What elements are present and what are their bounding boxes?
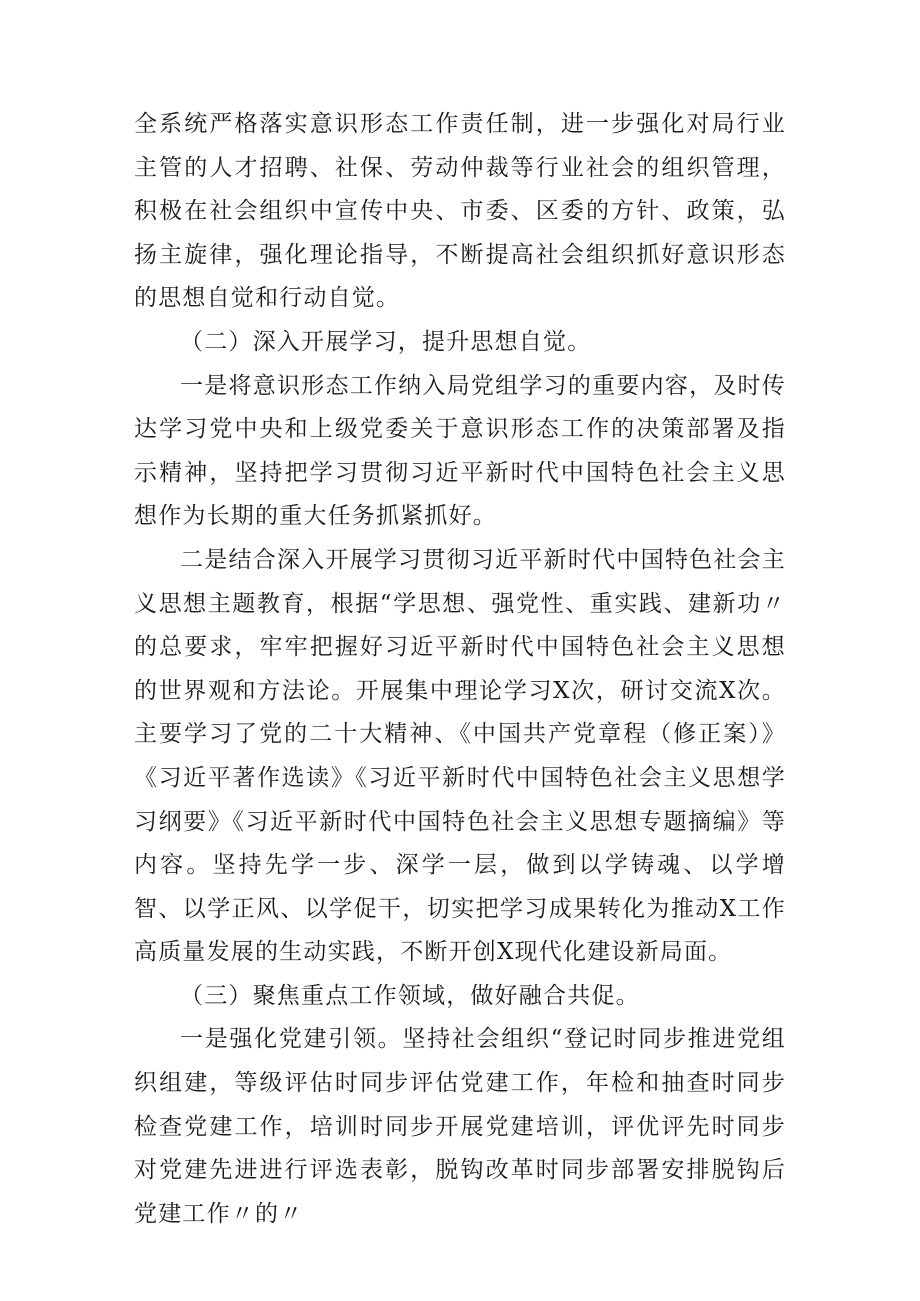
paragraph-study-2: 二是结合深入开展学习贯彻习近平新时代中国特色社会主义思想主题教育，根据“学思想、强党性、重实践、建新功〃的总要求，牢牢把握好习近平新时代中国特色社会主义思想的世界观和方法论。开展集中理论学习X次，研讨交流X次。主要学习了党的二十大精神、《中国共产党章程（修正案）》《习近平著作选读》《习近平新时代中国特色社会主义思想学习纲要》《习近平新时代中国特色社会主义思想专题摘编》等内容。坚持先学一步、深学一层，做到以学铸魂、以学增智、以学正风、以学促干，切实把学习成果转化为推动X工作高质量发展的生动实践，不断开创X现代化建设新局面。 [134, 546, 786, 966]
section-heading-2: （二）深入开展学习，提升思想自觉。 [180, 328, 592, 355]
section-heading-3: （三）聚焦重点工作领域，做好融合共促。 [180, 982, 640, 1009]
document-body [134, 103, 786, 1236]
paragraph-party-building: 一是强化党建引领。坚持社会组织“登记时同步推进党组织组建，等级评估时同步评估党建工作，年检和抽查时同步检查党建工作，培训时同步开展党建培训，评优评先时同步对党建先进进行评选表彰，脱钩改革时同步部署安排脱钩后党建工作〃的〃 [134, 1026, 786, 1227]
paragraph-continuation: 全系统严格落实意识形态工作责任制，进一步强化对局行业主管的人才招聘、社保、劳动仲裁等行业社会的组织管理，积极在社会组织中宣传中央、市委、区委的方针、政策，弘扬主旋律，强化理论指导，不断提高社会组织抓好意识形态的思想自觉和行动自觉。 [134, 111, 786, 312]
paragraph-study-1: 一是将意识形态工作纳入局党组学习的重要内容，及时传达学习党中央和上级党委关于意识形态工作的决策部署及指示精神，坚持把学习贯彻习近平新时代中国特色社会主义思想作为长期的重大任务抓紧抓好。 [134, 372, 786, 530]
